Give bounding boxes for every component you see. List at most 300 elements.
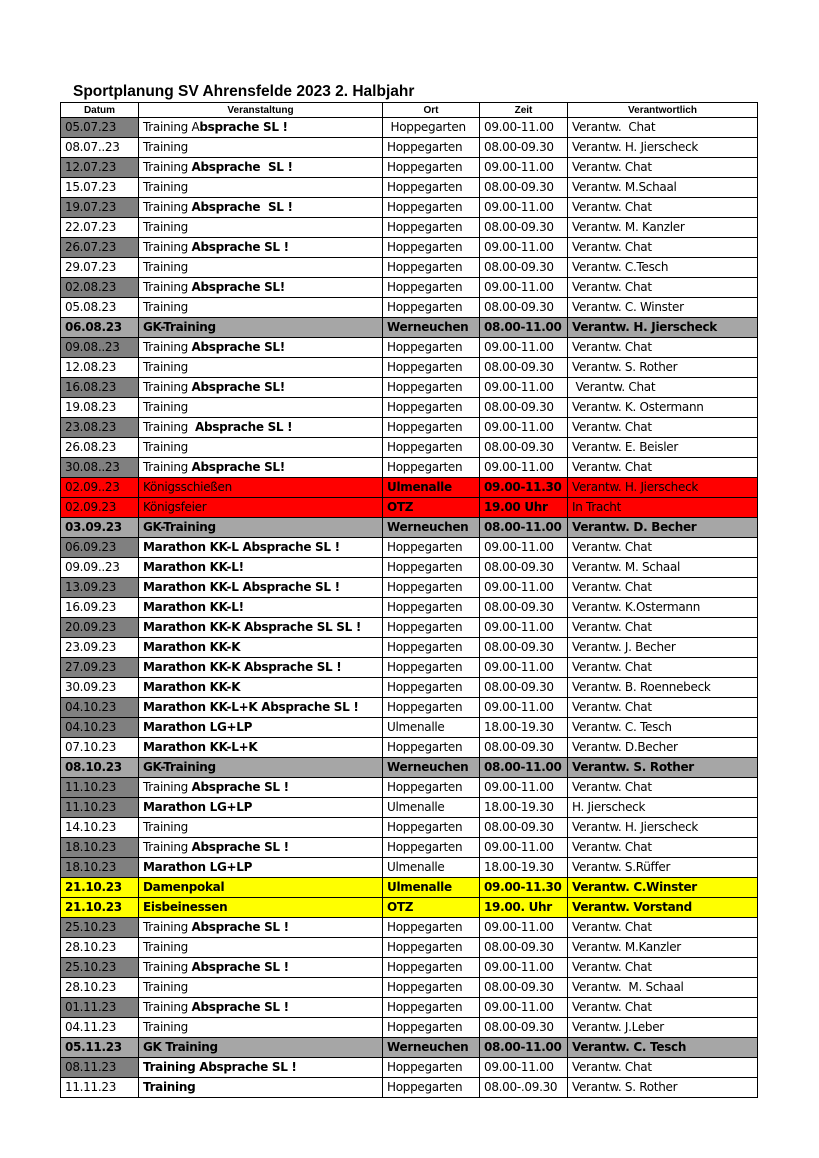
event-text-bold: GK Training	[143, 1040, 218, 1054]
cell-responsible: Verantw. Chat	[568, 838, 758, 858]
cell-place: Hoppegarten	[383, 538, 480, 558]
cell-event	[139, 538, 383, 558]
cell-date: 04.10.23	[61, 698, 139, 718]
event-text-bold: Marathon KK-K	[143, 640, 241, 654]
event-text: Training	[143, 140, 188, 154]
cell-place: Hoppegarten	[383, 238, 480, 258]
cell-event	[139, 978, 383, 998]
cell-place: Hoppegarten	[383, 978, 480, 998]
cell-responsible: Verantw. Vorstand	[568, 898, 758, 918]
table-row	[61, 218, 758, 238]
cell-date: 22.07.23	[61, 218, 139, 238]
cell-place: Hoppegarten	[383, 658, 480, 678]
cell-responsible: Verantw. Chat	[568, 698, 758, 718]
cell-place: Hoppegarten	[383, 678, 480, 698]
cell-place: Hoppegarten	[383, 998, 480, 1018]
table-row	[61, 118, 758, 138]
cell-responsible: In Tracht	[568, 498, 758, 518]
table-row	[61, 338, 758, 358]
table-row	[61, 958, 758, 978]
cell-place: OTZ	[383, 498, 480, 518]
table-row	[61, 298, 758, 318]
table-row	[61, 438, 758, 458]
cell-place: Hoppegarten	[383, 158, 480, 178]
cell-place: Hoppegarten	[383, 338, 480, 358]
cell-responsible: Verantw. H. Jierscheck	[568, 818, 758, 838]
event-text: Training	[143, 360, 188, 374]
cell-responsible: Verantw. S. Rother	[568, 758, 758, 778]
event-text: Training	[143, 920, 192, 934]
table-row	[61, 578, 758, 598]
cell-time: 08.00-09.30	[480, 818, 568, 838]
event-text-bold: Absprache SL!	[191, 340, 285, 354]
cell-responsible: Verantw. M. Schaal	[568, 558, 758, 578]
cell-date: 02.09.23	[61, 498, 139, 518]
cell-event	[139, 678, 383, 698]
cell-place: Hoppegarten	[383, 358, 480, 378]
table-row	[61, 838, 758, 858]
cell-responsible: Verantw. Chat	[568, 158, 758, 178]
cell-place: Hoppegarten	[383, 258, 480, 278]
cell-event	[139, 278, 383, 298]
cell-event	[139, 338, 383, 358]
event-text-bold: Absprache SL!	[191, 280, 285, 294]
cell-date: 21.10.23	[61, 898, 139, 918]
cell-responsible: Verantw. J. Becher	[568, 638, 758, 658]
cell-event	[139, 1058, 383, 1078]
cell-date: 09.08..23	[61, 338, 139, 358]
cell-event	[139, 818, 383, 838]
table-row	[61, 798, 758, 818]
cell-event	[139, 878, 383, 898]
cell-responsible: Verantw. S.Rüffer	[568, 858, 758, 878]
cell-time: 18.00-19.30	[480, 798, 568, 818]
table-row	[61, 258, 758, 278]
event-text: Training	[143, 400, 188, 414]
cell-responsible: Verantw. Chat	[568, 458, 758, 478]
cell-date: 15.07.23	[61, 178, 139, 198]
cell-date: 23.09.23	[61, 638, 139, 658]
cell-time: 09.00-11.00	[480, 658, 568, 678]
cell-time: 09.00-11.30	[480, 878, 568, 898]
cell-time: 09.00-11.00	[480, 538, 568, 558]
cell-date: 05.08.23	[61, 298, 139, 318]
event-text-bold: GK-Training	[143, 760, 216, 774]
cell-responsible: Verantw. Chat	[568, 418, 758, 438]
cell-responsible: Verantw. Chat	[568, 1058, 758, 1078]
event-text-bold: Training Absprache SL !	[143, 1060, 297, 1074]
cell-date: 27.09.23	[61, 658, 139, 678]
cell-time: 08.00-09.30	[480, 978, 568, 998]
cell-time: 09.00-11.00	[480, 838, 568, 858]
cell-date: 12.07.23	[61, 158, 139, 178]
cell-date: 28.10.23	[61, 978, 139, 998]
table-row	[61, 758, 758, 778]
cell-event	[139, 1038, 383, 1058]
cell-date: 13.09.23	[61, 578, 139, 598]
cell-responsible: Verantw. Chat	[568, 778, 758, 798]
cell-time: 09.00-11.00	[480, 338, 568, 358]
table-row	[61, 778, 758, 798]
cell-responsible: Verantw. K. Ostermann	[568, 398, 758, 418]
cell-event	[139, 718, 383, 738]
event-text: Training	[143, 380, 192, 394]
event-text-bold: Absprache SL !	[191, 840, 289, 854]
cell-event	[139, 798, 383, 818]
event-text-bold: Training	[143, 1080, 196, 1094]
event-text: Königsfeier	[143, 500, 207, 514]
cell-time: 08.00-09.30	[480, 638, 568, 658]
cell-place: Hoppegarten	[383, 1018, 480, 1038]
cell-date: 06.08.23	[61, 318, 139, 338]
table-row	[61, 198, 758, 218]
cell-responsible: Verantw. D.Becher	[568, 738, 758, 758]
cell-event	[139, 298, 383, 318]
event-text: Training	[143, 240, 192, 254]
cell-event	[139, 698, 383, 718]
table-row	[61, 538, 758, 558]
cell-responsible: Verantw. Chat	[568, 238, 758, 258]
cell-time: 08.00-09.30	[480, 218, 568, 238]
table-header-row	[61, 103, 758, 118]
event-text-bold: Absprache SL !	[191, 1000, 289, 1014]
cell-place: Hoppegarten	[383, 818, 480, 838]
cell-place: Werneuchen	[383, 518, 480, 538]
cell-event	[139, 998, 383, 1018]
cell-event	[139, 378, 383, 398]
cell-place: Hoppegarten	[383, 1078, 480, 1098]
cell-place: Hoppegarten	[383, 138, 480, 158]
cell-place: Werneuchen	[383, 1038, 480, 1058]
cell-event	[139, 218, 383, 238]
table-row	[61, 978, 758, 998]
cell-time: 09.00-11.00	[480, 958, 568, 978]
table-row	[61, 458, 758, 478]
event-text: Training	[143, 940, 188, 954]
cell-event	[139, 398, 383, 418]
cell-event	[139, 198, 383, 218]
table-row	[61, 618, 758, 638]
cell-place: Ulmenalle	[383, 718, 480, 738]
event-text: Training	[143, 260, 188, 274]
table-row	[61, 738, 758, 758]
cell-responsible: Verantw. Chat	[568, 998, 758, 1018]
cell-time: 08.00-09.30	[480, 398, 568, 418]
cell-date: 11.10.23	[61, 798, 139, 818]
cell-responsible: Verantw. C. Tesch	[568, 1038, 758, 1058]
table-row	[61, 1058, 758, 1078]
event-text-bold: Marathon KK-L+K Absprache SL !	[143, 700, 359, 714]
cell-time: 09.00-11.00	[480, 158, 568, 178]
cell-date: 04.11.23	[61, 1018, 139, 1038]
cell-responsible: Verantw. Chat	[568, 118, 758, 138]
event-text-bold: Marathon KK-K Absprache SL !	[143, 660, 342, 674]
cell-time: 09.00-11.00	[480, 778, 568, 798]
table-row	[61, 598, 758, 618]
cell-event	[139, 1018, 383, 1038]
event-text: Training	[143, 160, 192, 174]
table-row	[61, 138, 758, 158]
event-text-bold: Marathon KK-K	[143, 680, 241, 694]
cell-place: Hoppegarten	[383, 178, 480, 198]
cell-time: 09.00-11.00	[480, 458, 568, 478]
table-row	[61, 478, 758, 498]
table-row	[61, 238, 758, 258]
table-row	[61, 278, 758, 298]
cell-place: Ulmenalle	[383, 478, 480, 498]
cell-date: 16.09.23	[61, 598, 139, 618]
event-text-bold: Marathon LG+LP	[143, 720, 253, 734]
cell-responsible: Verantw. Chat	[568, 958, 758, 978]
cell-time: 08.00-09.30	[480, 298, 568, 318]
cell-time: 08.00-09.30	[480, 558, 568, 578]
event-text-bold: bsprache SL !	[199, 120, 288, 134]
cell-time: 09.00-11.00	[480, 578, 568, 598]
cell-time: 09.00-11.00	[480, 1058, 568, 1078]
cell-time: 09.00-11.00	[480, 918, 568, 938]
cell-date: 20.09.23	[61, 618, 139, 638]
cell-responsible: Verantw. C. Tesch	[568, 718, 758, 738]
cell-time: 08.00-09.30	[480, 258, 568, 278]
cell-responsible: Verantw. C.Tesch	[568, 258, 758, 278]
cell-date: 01.11.23	[61, 998, 139, 1018]
cell-event	[139, 898, 383, 918]
event-text: Königsschießen	[143, 480, 232, 494]
cell-responsible: Verantw. Chat	[568, 658, 758, 678]
cell-date: 02.08.23	[61, 278, 139, 298]
cell-event	[139, 638, 383, 658]
cell-date: 18.10.23	[61, 858, 139, 878]
cell-time: 08.00-11.00	[480, 518, 568, 538]
cell-time: 09.00-11.00	[480, 998, 568, 1018]
cell-place: Hoppegarten	[383, 958, 480, 978]
table-row	[61, 358, 758, 378]
column-header-responsible: Verantwortlich	[568, 103, 758, 118]
table-row	[61, 718, 758, 738]
cell-date: 19.08.23	[61, 398, 139, 418]
table-row	[61, 518, 758, 538]
cell-date: 08.11.23	[61, 1058, 139, 1078]
event-text: Training	[143, 780, 192, 794]
event-text-bold: Absprache SL !	[191, 920, 289, 934]
table-row	[61, 678, 758, 698]
cell-responsible: Verantw. H. Jierscheck	[568, 318, 758, 338]
cell-responsible: Verantw. D. Becher	[568, 518, 758, 538]
cell-time: 19.00. Uhr	[480, 898, 568, 918]
event-text-bold: GK-Training	[143, 520, 216, 534]
event-text-bold: Marathon KK-L+K	[143, 740, 258, 754]
cell-event	[139, 118, 383, 138]
event-text-bold: Marathon KK-L Absprache SL !	[143, 540, 340, 554]
cell-place: Hoppegarten	[383, 558, 480, 578]
cell-date: 05.11.23	[61, 1038, 139, 1058]
cell-time: 09.00-11.00	[480, 618, 568, 638]
cell-event	[139, 618, 383, 638]
table-row	[61, 698, 758, 718]
event-text-bold: Absprache SL !	[191, 160, 293, 174]
cell-responsible: Verantw. C.Winster	[568, 878, 758, 898]
cell-responsible: Verantw. H. Jierscheck	[568, 138, 758, 158]
event-text-bold: Absprache SL !	[191, 240, 289, 254]
event-text-bold: Absprache SL!	[191, 460, 285, 474]
cell-place: Hoppegarten	[383, 438, 480, 458]
event-text-bold: Marathon LG+LP	[143, 860, 253, 874]
cell-event	[139, 518, 383, 538]
cell-responsible: Verantw. M.Schaal	[568, 178, 758, 198]
table-row	[61, 558, 758, 578]
cell-time: 08.00-11.00	[480, 1038, 568, 1058]
cell-time: 09.00-11.00	[480, 238, 568, 258]
cell-date: 25.10.23	[61, 958, 139, 978]
event-text: Training	[143, 1020, 188, 1034]
cell-place: Hoppegarten	[383, 778, 480, 798]
cell-event	[139, 578, 383, 598]
cell-event	[139, 158, 383, 178]
cell-time: 08.00-09.30	[480, 598, 568, 618]
event-text-bold: Eisbeinessen	[143, 900, 228, 914]
cell-time: 09.00-11.00	[480, 278, 568, 298]
cell-time: 18.00-19.30	[480, 718, 568, 738]
cell-event	[139, 458, 383, 478]
cell-time: 09.00-11.30	[480, 478, 568, 498]
event-text-bold: Marathon LG+LP	[143, 800, 253, 814]
table-row	[61, 318, 758, 338]
cell-place: Hoppegarten	[383, 618, 480, 638]
event-text-bold: GK-Training	[143, 320, 216, 334]
cell-date: 14.10.23	[61, 818, 139, 838]
event-text: Training	[143, 180, 188, 194]
cell-place: Ulmenalle	[383, 858, 480, 878]
cell-date: 29.07.23	[61, 258, 139, 278]
cell-event	[139, 838, 383, 858]
cell-place: Hoppegarten	[383, 598, 480, 618]
cell-responsible: Verantw. K.Ostermann	[568, 598, 758, 618]
cell-event	[139, 778, 383, 798]
cell-time: 08.00-.09.30	[480, 1078, 568, 1098]
cell-responsible: Verantw. Chat	[568, 918, 758, 938]
cell-event	[139, 178, 383, 198]
table-row	[61, 378, 758, 398]
cell-place: Hoppegarten	[383, 398, 480, 418]
cell-time: 08.00-09.30	[480, 358, 568, 378]
event-text: Training	[143, 1000, 192, 1014]
event-text-bold: Marathon KK-L!	[143, 600, 244, 614]
event-text-bold: Absprache SL !	[194, 420, 293, 434]
cell-event	[139, 438, 383, 458]
column-header-place: Ort	[383, 103, 480, 118]
cell-responsible: Verantw. M. Kanzler	[568, 218, 758, 238]
cell-place: Hoppegarten	[383, 738, 480, 758]
event-text: Training	[143, 280, 192, 294]
table-row	[61, 498, 758, 518]
cell-event	[139, 938, 383, 958]
cell-event	[139, 138, 383, 158]
cell-place: Ulmenalle	[383, 798, 480, 818]
event-text-bold: Absprache SL !	[191, 200, 293, 214]
cell-event	[139, 598, 383, 618]
cell-date: 18.10.23	[61, 838, 139, 858]
cell-responsible: Verantw. C. Winster	[568, 298, 758, 318]
cell-responsible: Verantw. Chat	[568, 278, 758, 298]
cell-event	[139, 858, 383, 878]
cell-date: 08.07..23	[61, 138, 139, 158]
cell-event	[139, 238, 383, 258]
cell-responsible: Verantw. Chat	[568, 618, 758, 638]
cell-date: 05.07.23	[61, 118, 139, 138]
cell-responsible: Verantw. M. Schaal	[568, 978, 758, 998]
event-text-bold: Absprache SL !	[191, 780, 289, 794]
cell-date: 30.09.23	[61, 678, 139, 698]
cell-responsible: Verantw. M.Kanzler	[568, 938, 758, 958]
cell-time: 08.00-09.30	[480, 438, 568, 458]
cell-time: 08.00-09.30	[480, 1018, 568, 1038]
cell-event	[139, 918, 383, 938]
event-text: Training	[143, 300, 188, 314]
cell-place: Hoppegarten	[383, 418, 480, 438]
cell-time: 09.00-11.00	[480, 418, 568, 438]
event-text: Training	[143, 820, 188, 834]
table-row	[61, 938, 758, 958]
event-text: Training	[143, 960, 192, 974]
event-text-bold: Absprache SL !	[191, 960, 289, 974]
table-row	[61, 638, 758, 658]
cell-date: 26.07.23	[61, 238, 139, 258]
cell-date: 09.09..23	[61, 558, 139, 578]
table-row	[61, 398, 758, 418]
cell-event	[139, 738, 383, 758]
cell-responsible: Verantw. H. Jierscheck	[568, 478, 758, 498]
table-row	[61, 158, 758, 178]
cell-event	[139, 758, 383, 778]
cell-place: Werneuchen	[383, 758, 480, 778]
event-text-bold: Marathon KK-L!	[143, 560, 244, 574]
cell-date: 30.08..23	[61, 458, 139, 478]
page-title: Sportplanung SV Ahrensfelde 2023 2. Halbjahr	[73, 83, 415, 100]
cell-responsible: Verantw. Chat	[568, 578, 758, 598]
cell-time: 08.00-09.30	[480, 938, 568, 958]
table-row	[61, 658, 758, 678]
cell-place: Hoppegarten	[383, 458, 480, 478]
cell-date: 16.08.23	[61, 378, 139, 398]
table-body	[61, 118, 758, 1098]
cell-date: 23.08.23	[61, 418, 139, 438]
cell-responsible: Verantw. J.Leber	[568, 1018, 758, 1038]
event-text: Training	[143, 840, 192, 854]
cell-time: 08.00-09.30	[480, 138, 568, 158]
cell-responsible: Verantw. Chat	[568, 338, 758, 358]
table-row	[61, 818, 758, 838]
table-row	[61, 1038, 758, 1058]
cell-event	[139, 258, 383, 278]
cell-event	[139, 558, 383, 578]
event-text: Training	[143, 220, 188, 234]
cell-event	[139, 318, 383, 338]
cell-place: Hoppegarten	[383, 198, 480, 218]
cell-place: Hoppegarten	[383, 638, 480, 658]
cell-responsible: Verantw. S. Rother	[568, 1078, 758, 1098]
event-text-bold: Marathon KK-K Absprache SL SL !	[143, 620, 362, 634]
cell-date: 12.08.23	[61, 358, 139, 378]
cell-place: Hoppegarten	[383, 578, 480, 598]
table-row	[61, 878, 758, 898]
cell-time: 08.00-09.30	[480, 738, 568, 758]
cell-responsible: H. Jierscheck	[568, 798, 758, 818]
event-text: Training	[143, 980, 188, 994]
cell-time: 08.00-09.30	[480, 678, 568, 698]
cell-date: 06.09.23	[61, 538, 139, 558]
cell-time: 09.00-11.00	[480, 698, 568, 718]
cell-place: Werneuchen	[383, 318, 480, 338]
